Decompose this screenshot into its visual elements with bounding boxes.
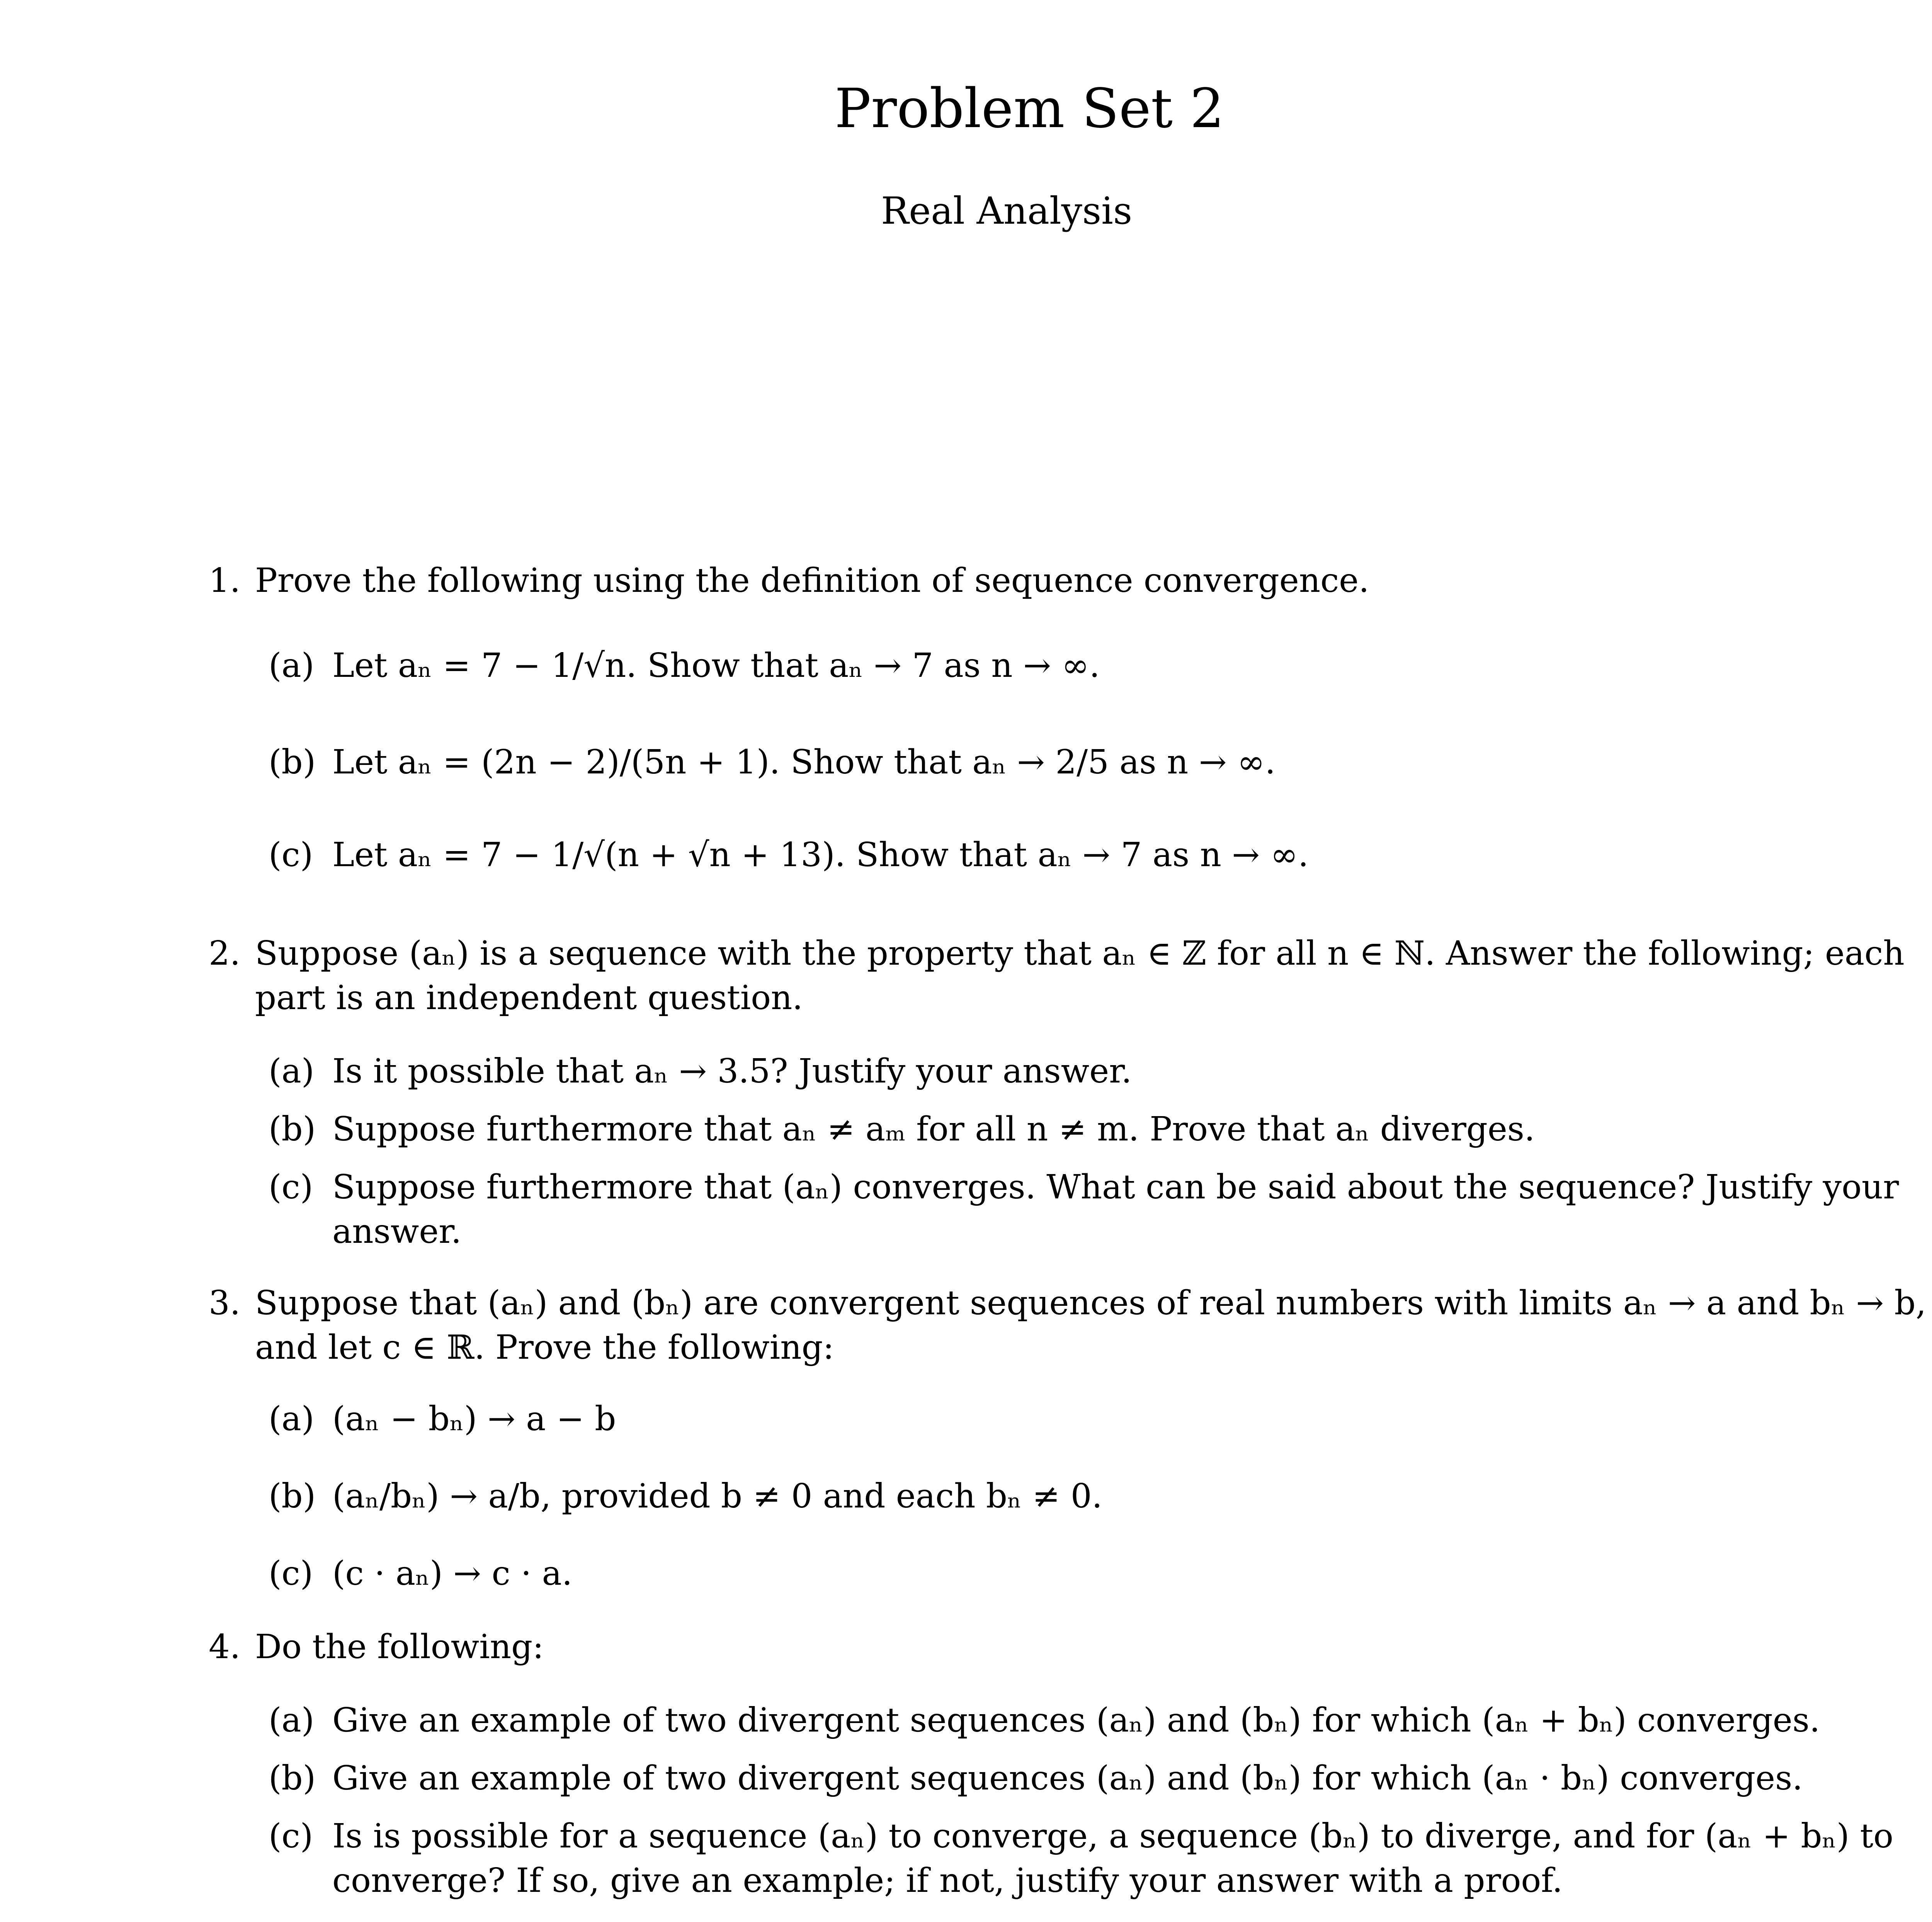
part-label: (c) (269, 1817, 313, 1856)
problem-part-text: Let aₙ = (2n − 2)/(5n + 1). Show that aₙ → 2/5 as n → ∞. (332, 743, 1276, 782)
part-label: (c) (269, 1168, 313, 1207)
problem-part-text: Is it possible that aₙ → 3.5? Justify your answer. (332, 1052, 1132, 1091)
problem-part-text: (c · aₙ) → c · a. (332, 1554, 573, 1593)
part-label: (c) (269, 1554, 313, 1593)
problem-part-text: (aₙ/bₙ) → a/b, provided b ≠ 0 and each bₙ ≠ 0. (332, 1477, 1102, 1516)
problem-number: 1. (209, 561, 241, 600)
problem-number: 2. (209, 934, 241, 973)
part-label: (b) (269, 1759, 316, 1798)
problem-part-text: Suppose furthermore that aₙ ≠ aₘ for all n ≠ m. Prove that aₙ diverges. (332, 1110, 1535, 1149)
problem-intro: Suppose that (aₙ) and (bₙ) are convergent sequences of real numbers with limits aₙ → a and bₙ → b, (255, 1284, 1927, 1322)
problem-number: 4. (209, 1628, 241, 1666)
part-label: (b) (269, 1477, 316, 1516)
problem-part-text: Give an example of two divergent sequences (aₙ) and (bₙ) for which (aₙ · bₙ) converges. (332, 1759, 1803, 1798)
part-label: (a) (269, 646, 315, 685)
problem-part-text: Let aₙ = 7 − 1/√n. Show that aₙ → 7 as n → ∞. (332, 646, 1100, 685)
part-label: (b) (269, 1110, 316, 1149)
part-label: (a) (269, 1052, 315, 1091)
part-label: (b) (269, 743, 316, 782)
problem-intro: Suppose (aₙ) is a sequence with the property that aₙ ∈ ℤ for all n ∈ ℕ. Answer the following; each (255, 934, 1905, 973)
problem-number: 3. (209, 1284, 241, 1322)
problem-intro: Prove the following using the definition of sequence convergence. (255, 561, 1369, 600)
problem-part-text: converge? If so, give an example; if not, justify your answer with a proof. (332, 1861, 1563, 1900)
problem-intro: and let c ∈ ℝ. Prove the following: (255, 1328, 834, 1367)
part-label: (a) (269, 1400, 315, 1438)
part-label: (c) (269, 836, 313, 874)
problem-intro: Do the following: (255, 1628, 544, 1666)
problem-part-text: (aₙ − bₙ) → a − b (332, 1400, 616, 1438)
problem-part-text: Is is possible for a sequence (aₙ) to converge, a sequence (bₙ) to diverge, and for (aₙ + bₙ) to (332, 1817, 1893, 1856)
problem-part-text: Suppose furthermore that (aₙ) converges. What can be said about the sequence? Justify your (332, 1168, 1899, 1207)
part-label: (a) (269, 1701, 315, 1740)
page-title: Problem Set 2 (835, 77, 1225, 140)
page-subtitle: Real Analysis (881, 189, 1133, 233)
problem-intro: part is an independent question. (255, 979, 803, 1017)
problem-part-text: answer. (332, 1212, 462, 1251)
problem-part-text: Let aₙ = 7 − 1/√(n + √n + 13). Show that aₙ → 7 as n → ∞. (332, 836, 1309, 874)
problem-part-text: Give an example of two divergent sequences (aₙ) and (bₙ) for which (aₙ + bₙ) converges. (332, 1701, 1820, 1740)
